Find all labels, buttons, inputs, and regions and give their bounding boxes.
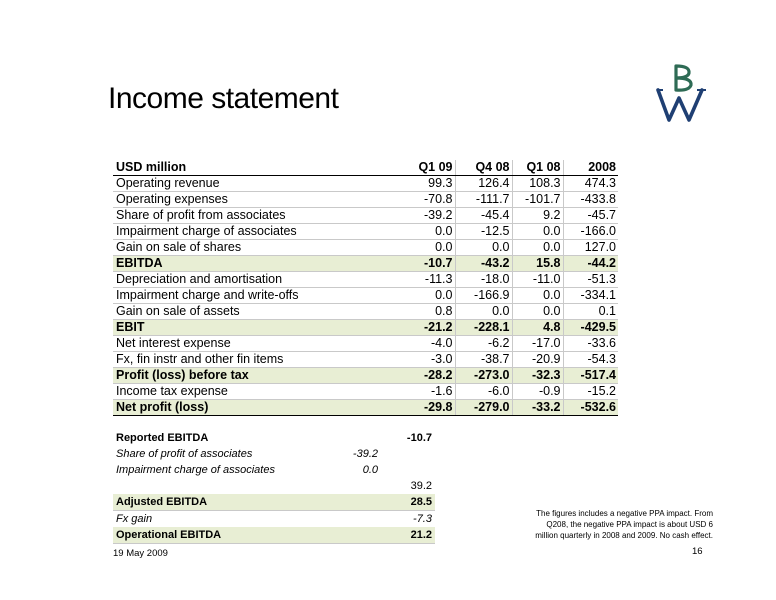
row-value: -45.7	[563, 208, 618, 224]
table-row	[113, 256, 618, 272]
row-value: -1.6	[405, 384, 455, 400]
row-label: Gain on sale of assets	[113, 304, 405, 320]
row-value: 0.0	[512, 240, 563, 256]
reconciliation-row	[113, 430, 435, 446]
row-label: Depreciation and amortisation	[113, 272, 405, 288]
row-value: 0.0	[405, 288, 455, 304]
row-value: 0.0	[512, 304, 563, 320]
reconciliation-label: Operational EBITDA	[113, 527, 345, 544]
row-value: -20.9	[512, 352, 563, 368]
row-value: -6.2	[455, 336, 512, 352]
row-value: -433.8	[563, 192, 618, 208]
row-value: 0.1	[563, 304, 618, 320]
ebitda-reconciliation-table	[113, 430, 435, 544]
reconciliation-value	[381, 446, 435, 462]
header-label: USD million	[113, 160, 405, 176]
row-value: -21.2	[405, 320, 455, 336]
header-column: 2008	[563, 160, 618, 176]
reconciliation-row	[113, 527, 435, 544]
table-row	[113, 224, 618, 240]
reconciliation-value: -10.7	[406, 432, 432, 444]
row-value: -11.3	[405, 272, 455, 288]
row-value: -28.2	[405, 368, 455, 384]
reconciliation-row	[113, 494, 435, 511]
reconciliation-label: Impairment charge of associates	[116, 464, 275, 476]
table-row	[113, 304, 618, 320]
table-row	[113, 208, 618, 224]
row-value: -0.9	[512, 384, 563, 400]
row-value: -334.1	[563, 288, 618, 304]
row-value: 127.0	[563, 240, 618, 256]
reconciliation-value: -7.3	[413, 513, 432, 525]
table-row	[113, 352, 618, 368]
row-label: Operating expenses	[113, 192, 405, 208]
row-value: -429.5	[563, 320, 618, 336]
row-value: 4.8	[512, 320, 563, 336]
reconciliation-value: 39.2	[410, 480, 432, 492]
row-value: 126.4	[455, 176, 512, 192]
reconciliation-value: 28.5	[381, 494, 435, 511]
reconciliation-value	[345, 430, 381, 446]
row-value: -18.0	[455, 272, 512, 288]
row-value: -51.3	[563, 272, 618, 288]
slide-title: Income statement	[108, 82, 339, 115]
row-label: Net profit (loss)	[113, 400, 405, 416]
row-value: -6.0	[455, 384, 512, 400]
row-value: 0.0	[405, 224, 455, 240]
row-value: -166.9	[455, 288, 512, 304]
reconciliation-value: -39.2	[352, 448, 378, 460]
row-label: Fx, fin instr and other fin items	[113, 352, 405, 368]
row-value: -44.2	[563, 256, 618, 272]
company-logo	[656, 64, 710, 122]
row-label: Income tax expense	[113, 384, 405, 400]
row-value: -228.1	[455, 320, 512, 336]
row-label: Share of profit from associates	[113, 208, 405, 224]
table-row	[113, 240, 618, 256]
row-label: Impairment charge of associates	[113, 224, 405, 240]
table-row	[113, 336, 618, 352]
reconciliation-label: Fx gain	[116, 513, 153, 525]
ppa-footnote: The figures includes a negative PPA impact. From Q208, the negative PPA impact is about USD 6 million quarterly in 2008 and 2009. No cash effect.	[535, 509, 713, 540]
table-header-row	[113, 160, 618, 176]
reconciliation-label: Share of profit of associates	[116, 448, 253, 460]
row-value: 99.3	[405, 176, 455, 192]
row-value: -15.2	[563, 384, 618, 400]
reconciliation-row	[113, 478, 435, 494]
header-column: Q1 09	[405, 160, 455, 176]
table-row	[113, 368, 618, 384]
table-row	[113, 176, 618, 192]
reconciliation-value	[381, 462, 435, 478]
reconciliation-label: Reported EBITDA	[116, 432, 209, 444]
row-value: -111.7	[455, 192, 512, 208]
row-value: -29.8	[405, 400, 455, 416]
reconciliation-row	[113, 446, 435, 462]
header-column: Q4 08	[455, 160, 512, 176]
reconciliation-value: 21.2	[381, 527, 435, 544]
row-value: -10.7	[405, 256, 455, 272]
row-value: -32.3	[512, 368, 563, 384]
row-value: -33.2	[512, 400, 563, 416]
reconciliation-label: Adjusted EBITDA	[113, 494, 345, 511]
table-row	[113, 272, 618, 288]
row-value: -54.3	[563, 352, 618, 368]
reconciliation-row	[113, 511, 435, 528]
reconciliation-row	[113, 462, 435, 478]
row-value: -101.7	[512, 192, 563, 208]
reconciliation-value	[345, 511, 381, 528]
row-value: -43.2	[455, 256, 512, 272]
row-value: -70.8	[405, 192, 455, 208]
reconciliation-value	[345, 478, 381, 494]
row-label: Gain on sale of shares	[113, 240, 405, 256]
row-value: 0.8	[405, 304, 455, 320]
row-value: 0.0	[512, 288, 563, 304]
income-statement-table	[113, 160, 618, 416]
row-value: 108.3	[512, 176, 563, 192]
page-number: 16	[692, 546, 703, 557]
row-value: -33.6	[563, 336, 618, 352]
row-value: 0.0	[455, 304, 512, 320]
row-value: -17.0	[512, 336, 563, 352]
slide-date: 19 May 2009	[113, 548, 168, 559]
row-value: -4.0	[405, 336, 455, 352]
row-value: -166.0	[563, 224, 618, 240]
row-label: Profit (loss) before tax	[113, 368, 405, 384]
row-value: -517.4	[563, 368, 618, 384]
reconciliation-value	[345, 494, 381, 511]
row-value: -532.6	[563, 400, 618, 416]
row-value: 0.0	[512, 224, 563, 240]
row-value: -279.0	[455, 400, 512, 416]
row-label: EBITDA	[113, 256, 405, 272]
reconciliation-value	[345, 527, 381, 544]
table-row	[113, 192, 618, 208]
row-label: EBIT	[113, 320, 405, 336]
row-value: -39.2	[405, 208, 455, 224]
row-value: -45.4	[455, 208, 512, 224]
row-label: Impairment charge and write-offs	[113, 288, 405, 304]
row-value: -273.0	[455, 368, 512, 384]
table-row	[113, 288, 618, 304]
table-row	[113, 400, 618, 416]
row-value: -38.7	[455, 352, 512, 368]
table-row	[113, 384, 618, 400]
header-column: Q1 08	[512, 160, 563, 176]
row-value: -3.0	[405, 352, 455, 368]
row-value: 9.2	[512, 208, 563, 224]
row-label: Operating revenue	[113, 176, 405, 192]
row-value: 0.0	[405, 240, 455, 256]
row-value: 0.0	[455, 240, 512, 256]
row-value: 474.3	[563, 176, 618, 192]
row-value: -11.0	[512, 272, 563, 288]
reconciliation-value: 0.0	[362, 464, 378, 476]
row-label: Net interest expense	[113, 336, 405, 352]
row-value: 15.8	[512, 256, 563, 272]
reconciliation-label	[113, 478, 345, 494]
table-row	[113, 320, 618, 336]
row-value: -12.5	[455, 224, 512, 240]
